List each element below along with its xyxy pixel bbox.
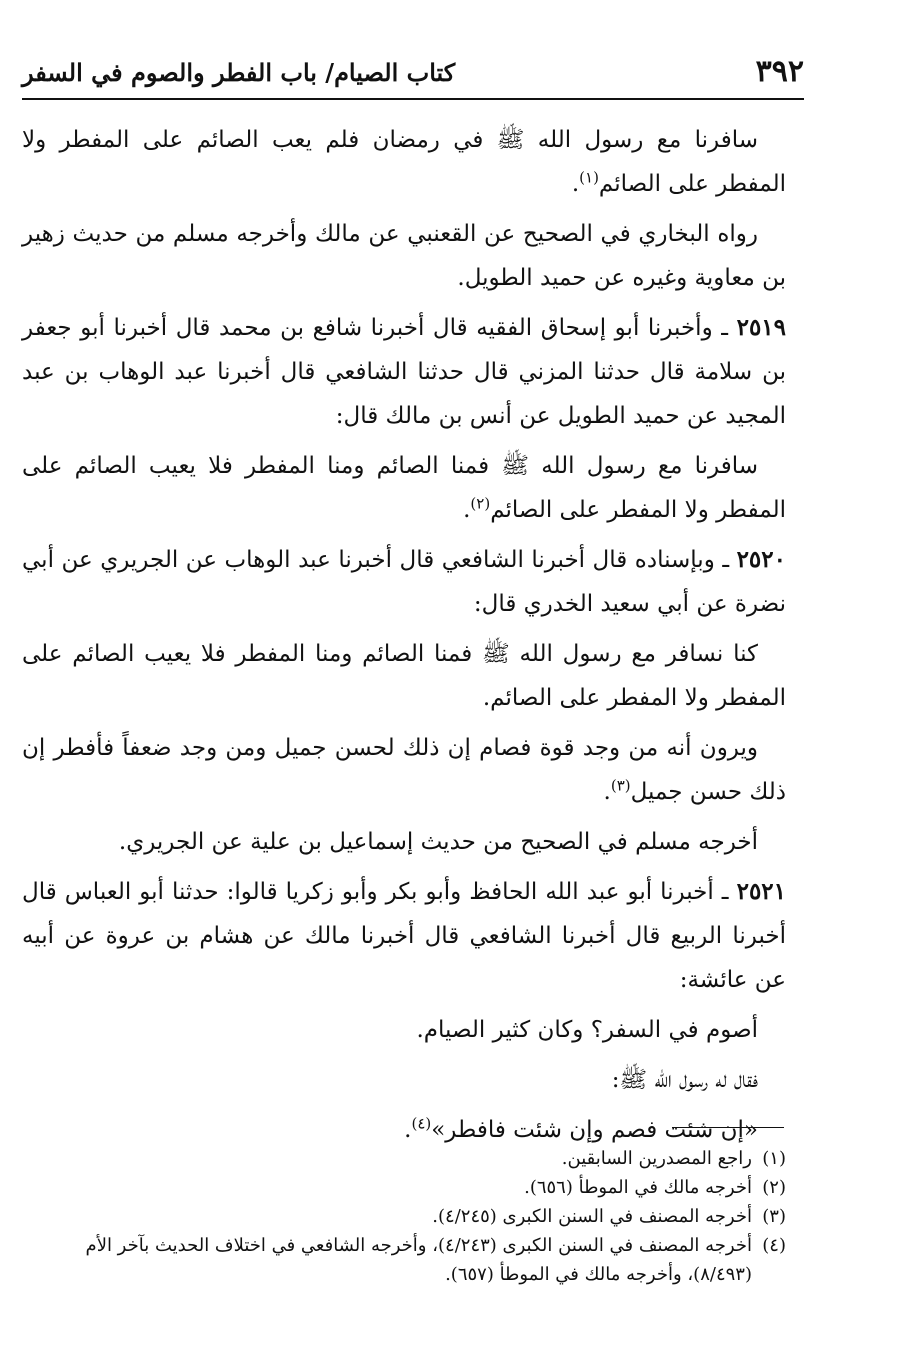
- paragraph: [22, 1008, 758, 1052]
- paragraph-text: ويرون أنه من وجد قوة فصام إن ذلك لحسن جميل ومن وجد ضعفاً فأفطر إن ذلك حسن جميل: [22, 735, 786, 805]
- hadith-number: ٢٥١٩: [736, 314, 787, 341]
- paragraph: سافرنا مع رسول الله ﷺ فمنا الصائم ومنا المفطر فلا يعيب الصائم على المفطر ولا المفطر على الصائم$^{(٢)}$.: [22, 453, 786, 523]
- paragraph: ويرون أنه من وجد قوة فصام إن ذلك لحسن جميل ومن وجد ضعفاً فأفطر إن ذلك حسن جميل$^{(٣)}$.: [22, 735, 786, 805]
- page-header: [22, 52, 804, 98]
- paragraph-text: سافرنا مع رسول الله ﷺ في رمضان فلم يعب الصائم على المفطر ولا المفطر على الصائم: [22, 127, 786, 197]
- footnote-number: (٢): [762, 1177, 786, 1198]
- footnote-number: (٤): [762, 1235, 786, 1256]
- footnote-reference: (٢): [470, 494, 491, 513]
- footnote: [22, 1202, 786, 1231]
- paragraph: [22, 632, 786, 720]
- hadith-text: ـ أخبرنا أبو عبد الله الحافظ وأبو بكر وأبو زكريا قالوا: حدثنا أبو العباس قال أخبرنا الربيع قال أخبرنا الشافعي قال أخبرنا مالك عن هشام بن عروة عن أبيه عن عائشة:: [22, 879, 786, 993]
- hadith-text: ـ وأخبرنا أبو إسحاق الفقيه قال أخبرنا شافع بن محمد قال أخبرنا أبو جعفر بن سلامة قال حدثنا المزني قال حدثنا الشافعي قال أخبرنا عبد الوهاب بن عبد المجيد عن حميد الطويل عن أنس بن مالك قال:: [22, 315, 786, 429]
- footnote: [22, 1231, 786, 1289]
- paragraph-text: كنا نسافر مع رسول الله ﷺ فمنا الصائم ومنا المفطر فلا يعيب الصائم على المفطر ولا المفطر على الصائم.: [22, 641, 786, 711]
- footnote-text: راجع المصدرين السابقين.: [561, 1148, 752, 1169]
- running-title: كتاب الصيام/ باب الفطر والصوم في السفر: [22, 58, 456, 87]
- paragraph-text: سافرنا مع رسول الله ﷺ فمنا الصائم ومنا المفطر فلا يعيب الصائم على المفطر ولا المفطر على الصائم: [22, 453, 786, 523]
- footnote-text: أخرجه المصنف في السنن الكبرى (٤/٢٤٥).: [432, 1206, 752, 1227]
- paragraph: [22, 212, 786, 300]
- paragraph-text: أصوم في السفر؟ وكان كثير الصيام.: [416, 1017, 758, 1043]
- footnote-number: (٣): [762, 1206, 786, 1227]
- footnote: [22, 1144, 786, 1173]
- hadith-number: ٢٥٢١: [736, 878, 787, 905]
- main-text: [22, 118, 786, 1158]
- paragraph-text: أخرجه مسلم في الصحيح من حديث إسماعيل بن علية عن الجريري.: [118, 829, 758, 855]
- paragraph-text: فقال له رسول الله ﷺ:: [611, 1067, 758, 1093]
- footnotes: [22, 1144, 786, 1289]
- footnote-rule: [672, 1127, 784, 1128]
- hadith-text: ـ وبإسناده قال أخبرنا الشافعي قال أخبرنا عبد الوهاب عن الجريري عن أبي نضرة عن أبي سعيد الخدري قال:: [22, 547, 786, 617]
- paragraph: [22, 820, 786, 864]
- header-rule: [22, 98, 804, 100]
- hadith-entry: [22, 538, 786, 626]
- paragraph: «إن شئت فصم وإن شئت فافطر»$^{(٤)}$.: [404, 1114, 758, 1143]
- hadith-entry: [22, 870, 786, 1002]
- footnote: [22, 1173, 786, 1202]
- paragraph-text: رواه البخاري في الصحيح عن القعنبي عن مالك وأخرجه مسلم من حديث زهير بن معاوية وغيره عن حميد الطويل.: [22, 221, 786, 291]
- footnote-reference: (١): [579, 168, 599, 187]
- paragraph: [22, 1058, 758, 1102]
- footnote-text: أخرجه مالك في الموطأ (٦٥٦).: [524, 1177, 752, 1198]
- footnote-reference: (٤): [411, 1114, 432, 1133]
- paragraph-text: «إن شئت فصم وإن شئت فافطر»: [431, 1117, 758, 1143]
- hadith-entry: [22, 306, 786, 438]
- paragraph: سافرنا مع رسول الله ﷺ في رمضان فلم يعب الصائم على المفطر ولا المفطر على الصائم$^{(١)}$.: [22, 127, 786, 197]
- footnote-reference: (٣): [610, 776, 631, 795]
- hadith-number: ٢٥٢٠: [736, 546, 786, 573]
- footnote-text: أخرجه المصنف في السنن الكبرى (٤/٢٤٣)، وأخرجه الشافعي في اختلاف الحديث بآخر الأم (٨/٤٩٣)، وأخرجه مالك في الموطأ (٦٥٧).: [85, 1235, 752, 1285]
- footnote-number: (١): [762, 1148, 786, 1169]
- page-number: ٣٩٢: [755, 54, 804, 89]
